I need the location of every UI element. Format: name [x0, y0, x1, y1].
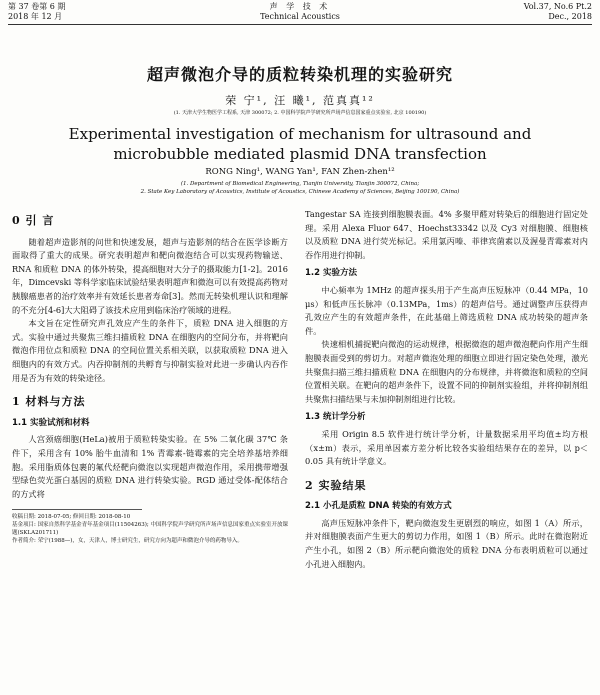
footnotes	[12, 513, 288, 545]
methods-paragraph-2: 快速相机捕捉靶向微泡的运动规律，根据微泡的超声微泡靶向作用产生细胞膜表面受到的剪切力。对超声微泡处理的细胞立即进行固定染色处理，激光共聚焦扫描三维扫描质粒 DNA 在细胞内的分布规律，并将微泡和质粒的空间位置相关联。在靶向的超声条件下，设置不同的抑制剂实验组，并将抑制剂组共聚焦扫描结果与未加抑制剂组进行比较。	[305, 339, 588, 404]
journal-cn: 声 学 技 术	[269, 2, 331, 11]
title-en	[20, 124, 580, 164]
materials-paragraph-cont: Tangestar SA 连接到细胞膜表面。4% 多聚甲醛对转染后的细胞进行固定处理。采用 Alexa Fluor 647、Hoechst33342 以及 Cy3 对细胞膜、细胞核以及质粒 DNA 进行荧光标记。采用氯丙嗪、菲律宾菌素以及渥曼青霉素对内吞作用进行抑制。	[305, 209, 588, 260]
affiliation-en-line2: 2. State Key Laboratory of Acoustics, Institute of Acoustics, Chinese Academy of Sciences, Beijing 100190, China)	[140, 189, 460, 195]
footnote-funding: 基金项目: 国家自然科学基金青年基金项目(11504263); 中国科学院声学研究所声场声信息国家重点实验室开放课题(SKLA201711)	[12, 522, 288, 537]
methods-paragraph-1: 中心频率为 1MHz 的超声探头用于产生高声压短脉冲（0.44 MPa，10 μs）和低声压长脉冲（0.13MPa，1ms）的超声信号。通过调整声压获得声孔效应产生的有效超声条件，在此基础上筛选质粒 DNA 成功转染的超声条件。	[305, 284, 588, 336]
subsection-materials-heading: 1.1 实验试剂和材料	[12, 417, 90, 428]
date-en: Dec., 2018	[548, 12, 592, 21]
title-en-line2: microbubble mediated plasmid DNA transfection	[113, 145, 487, 163]
volume-cn: 第 37 卷第 6 期	[8, 2, 66, 11]
intro-paragraph-1: 随着超声造影剂的问世和快速发展，超声与造影剂的结合在医学诊断方面取得了重大的成果。研究表明超声和靶向微泡结合可以实现药物输送、RNA 和质粒 DNA 的体外转染，提高细胞对大分子的摄取能力[1-2]。2016 年，Dimcevski 等科学家临床试验结果表明超声和微泡可以有效提高药物对胰腺癌患者的治疗效率并有效延长患者寿命[3]。然而无转染机理认识和理解的不充分[4-6]大大阻碍了该技术应用到临床治疗领域的进程。	[12, 236, 288, 315]
header-right	[524, 2, 592, 22]
section-introduction-heading: 0 引 言	[12, 214, 55, 227]
subsection-statistics-heading: 1.3 统计学分析	[305, 412, 366, 423]
footnote-rule	[12, 509, 142, 510]
affiliation-en-line1: (1. Department of Biomedical Engineering, Tianjin University, Tianjin 300072, China;	[180, 181, 420, 187]
intro-paragraph-2: 本文旨在定性研究声孔效应产生的条件下，质粒 DNA 进入细胞的方式。实验中通过共聚焦三维扫描质粒 DNA 在细胞内的空间分布，并将靶向微泡作用位点和质粒 DNA 的空间位置关系相关联，以获取质粒 DNA 进入细胞内的有效方式。内吞抑制剂的共孵育与抑制实验对此进一步确认内吞作用是否为有效的转染途径。	[12, 318, 288, 383]
running-header	[8, 2, 592, 25]
subsection-methods-heading: 1.2 实验方法	[305, 268, 358, 279]
authors-cn: 荣 宁¹, 汪 曦¹, 范真真¹²	[225, 94, 375, 107]
header-center	[8, 2, 592, 22]
materials-paragraph: 人宫颈癌细胞(HeLa)被用于质粒转染实验。在 5% 二氧化碳 37℃ 条件下，采用含有 10% 胎牛血清和 1% 青霉素-链霉素的完全培养基培养细胞。采用脂质体包裹的氟代烃靶向微泡以实现超声微泡作用，采用携带增强型绿色荧光蛋白基因的质粒 DNA 进行转染实验。RGD 通过受体-配体结合的方式将	[12, 434, 288, 499]
section-methods-heading: 1 材料与方法	[12, 395, 86, 409]
section-results-heading: 2 实验结果	[305, 478, 367, 492]
footnote-received: 收稿日期: 2018-07-05; 修回日期: 2018-08-10	[12, 514, 131, 521]
affiliation-cn: (1. 天津大学生物医学工程系, 天津 300072; 2. 中国科学院声学研究所声场声信息国家重点实验室, 北京 100190)	[173, 110, 427, 116]
journal-en: Technical Acoustics	[260, 12, 340, 21]
right-column	[305, 208, 588, 571]
footnote-author: 作者简介: 荣宁(1988—)，女，天津人，博士研究生，研究方向为超声和微泡介导的药物导入。	[12, 538, 243, 545]
title-cn: 超声微泡介导的质粒转染机理的实验研究	[146, 65, 453, 84]
authors-en: RONG Ning¹, WANG Yan¹, FAN Zhen-zhen¹²	[205, 167, 395, 177]
results-paragraph: 高声压短脉冲条件下，靶向微泡发生更剧烈的响应，如图 1（A）所示，并对细胞膜表面产生更大的剪切力作用，如图 1（B）所示。此时在微泡附近产生小孔，如图 2（B）所示靶向微泡处的质粒 DNA 分布表明质粒可以通过小孔进入细胞内。	[305, 517, 588, 569]
subsection-pores-heading: 2.1 小孔是质粒 DNA 转染的有效方式	[305, 501, 452, 512]
title-en-line1: Experimental investigation of mechanism for ultrasound and	[68, 125, 532, 143]
date-cn: 2018 年 12 月	[8, 12, 63, 21]
volume-en: Vol.37, No.6 Pt.2	[523, 2, 592, 11]
affiliation-en	[0, 180, 600, 196]
left-column	[12, 210, 288, 545]
statistics-paragraph: 采用 Origin 8.5 软件进行统计学分析，计量数据采用平均值±均方根（x±m）表示，采用单因素方差分析比较各实验组结果存在的差异，以 p＜0.05 具有统计学意义。	[305, 428, 588, 467]
